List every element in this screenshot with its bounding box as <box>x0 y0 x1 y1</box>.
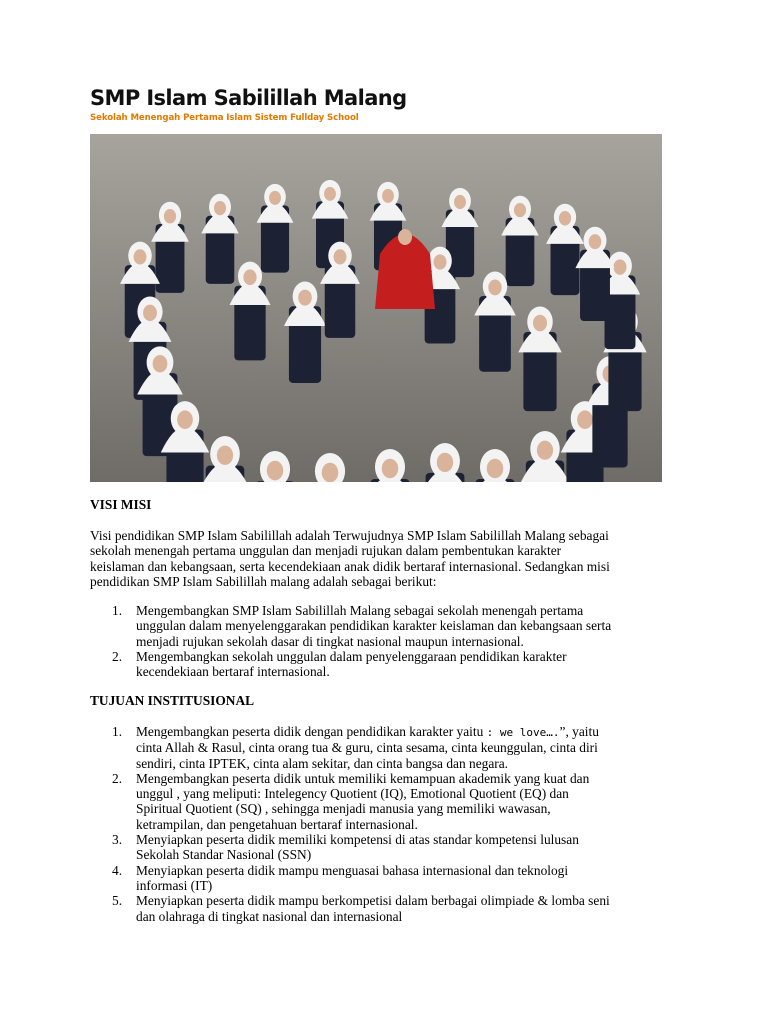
tujuan-list <box>90 724 680 924</box>
list-line: unggulan dalam menyelenggarakan pendidikan karakter keislaman dan kebangsaan serta <box>136 618 612 634</box>
list-line <box>136 724 680 740</box>
list-line: Sekolah Standar Nasional (SSN) <box>136 847 312 863</box>
list-line: Menyiapkan peserta didik mampu berkompetisi dalam berbagai olimpiade & lomba seni <box>136 893 610 909</box>
student-face <box>454 195 466 209</box>
list-item <box>90 893 680 924</box>
paragraph-line: keislaman dan kebangsaan, serta kecendekiaan anak didik bertaraf internasional. Sedangkan misi <box>90 558 610 574</box>
list-line: Mengembangkan peserta didik untuk memiliki kemampuan akademik yang kuat dan <box>136 770 590 786</box>
list-item <box>90 832 680 863</box>
student-face <box>334 249 347 264</box>
student-face <box>134 249 147 264</box>
student-face <box>164 209 176 223</box>
list-line: Spiritual Quotient (SQ) , sehingga menjadi manusia yang memiliki wawasan, <box>136 801 551 817</box>
list-line: Menyiapkan peserta didik memiliki kompetensi di atas standar kompetensi lulusan <box>136 832 579 848</box>
list-item <box>90 771 680 832</box>
list-number: 4. <box>112 862 123 878</box>
student-face <box>487 459 504 479</box>
group-photo-icon <box>90 134 662 482</box>
student-face <box>177 410 193 429</box>
student-face <box>514 203 526 217</box>
school-logo-title: SMP Islam Sabilillah Malang <box>90 86 407 110</box>
student-face <box>324 187 336 201</box>
student-face <box>214 201 226 215</box>
list-item <box>90 603 680 649</box>
student-face <box>537 441 553 460</box>
visi-misi-heading: VISI MISI <box>90 497 152 512</box>
paragraph-line: pendidikan SMP Islam Sabilillah malang adalah sebagai berikut: <box>90 573 437 589</box>
list-line: dan olahraga di tingkat nasional dan internasional <box>136 908 403 924</box>
student-face <box>488 279 501 295</box>
list-number: 1. <box>112 724 123 739</box>
student-face <box>243 269 256 285</box>
list-number: 1. <box>112 603 123 618</box>
student-face <box>589 234 602 249</box>
student-face <box>533 315 547 332</box>
list-item <box>90 649 680 680</box>
student-face <box>382 189 394 203</box>
student-face <box>153 355 168 372</box>
school-logo-subtitle: Sekolah Menengah Pertama Islam Sistem Fullday School <box>90 113 359 123</box>
list-line: cinta Allah & Rasul, cinta orang tua & guru, cinta sesama, cinta keunggulan, cinta diri <box>136 740 598 756</box>
student-face <box>437 453 453 472</box>
list-line: ketrampilan, dan pengetahuan bertaraf internasional. <box>136 816 418 832</box>
student-face <box>217 446 233 465</box>
list-line: sendiri, cinta IPTEK, cinta alam sekitar, dan cinta bangsa dan negara. <box>136 755 509 771</box>
student-face <box>267 461 284 481</box>
list-line: Mengembangkan sekolah unggulan dalam penyelenggaraan pendidikan karakter <box>136 648 567 664</box>
paragraph-line: Visi pendidikan SMP Islam Sabilillah adalah Terwujudnya SMP Islam Sabilillah Malang sebagai <box>90 528 609 543</box>
misi-list <box>90 603 680 679</box>
visi-paragraph <box>90 528 680 589</box>
list-number: 2. <box>112 648 123 664</box>
student-face <box>613 259 626 274</box>
list-line-text: ”, yaitu <box>559 724 599 739</box>
list-line: Menyiapkan peserta didik mampu menguasai bahasa internasional dan teknologi <box>136 862 569 878</box>
student-face <box>559 211 571 225</box>
student-face <box>143 305 157 321</box>
list-line: unggul , yang meliputi: Intelegency Quotient (IQ), Emotional Quotient (EQ) dan <box>136 786 569 802</box>
paragraph-line: sekolah menengah pertama unggulan dan menjadi rujukan dalam pembentukan karakter <box>90 543 562 559</box>
list-number: 5. <box>112 893 123 909</box>
list-number: 2. <box>112 770 123 786</box>
teacher-face <box>398 229 412 245</box>
list-number: 3. <box>112 832 123 848</box>
we-love-text: : we love…. <box>486 726 560 739</box>
tujuan-heading: TUJUAN INSTITUSIONAL <box>90 693 255 708</box>
student-face <box>298 290 312 306</box>
list-line: kecendekiaan bertaraf internasional. <box>136 664 330 680</box>
student-face <box>322 463 339 482</box>
list-item <box>90 863 680 894</box>
student-face <box>577 410 593 429</box>
student-face <box>434 254 447 269</box>
list-line-text: Mengembangkan peserta didik dengan pendidikan karakter yaitu <box>136 724 487 739</box>
list-line: menjadi rujukan sekolah dasar di tingkat nasional maupun internasional. <box>136 633 524 649</box>
list-item <box>90 724 680 771</box>
student-face <box>382 459 399 479</box>
list-line: Mengembangkan SMP Islam Sabilillah Malang sebagai sekolah menengah pertama <box>136 603 584 618</box>
list-line: informasi (IT) <box>136 877 213 893</box>
student-face <box>269 191 281 205</box>
group-photo <box>90 134 662 482</box>
